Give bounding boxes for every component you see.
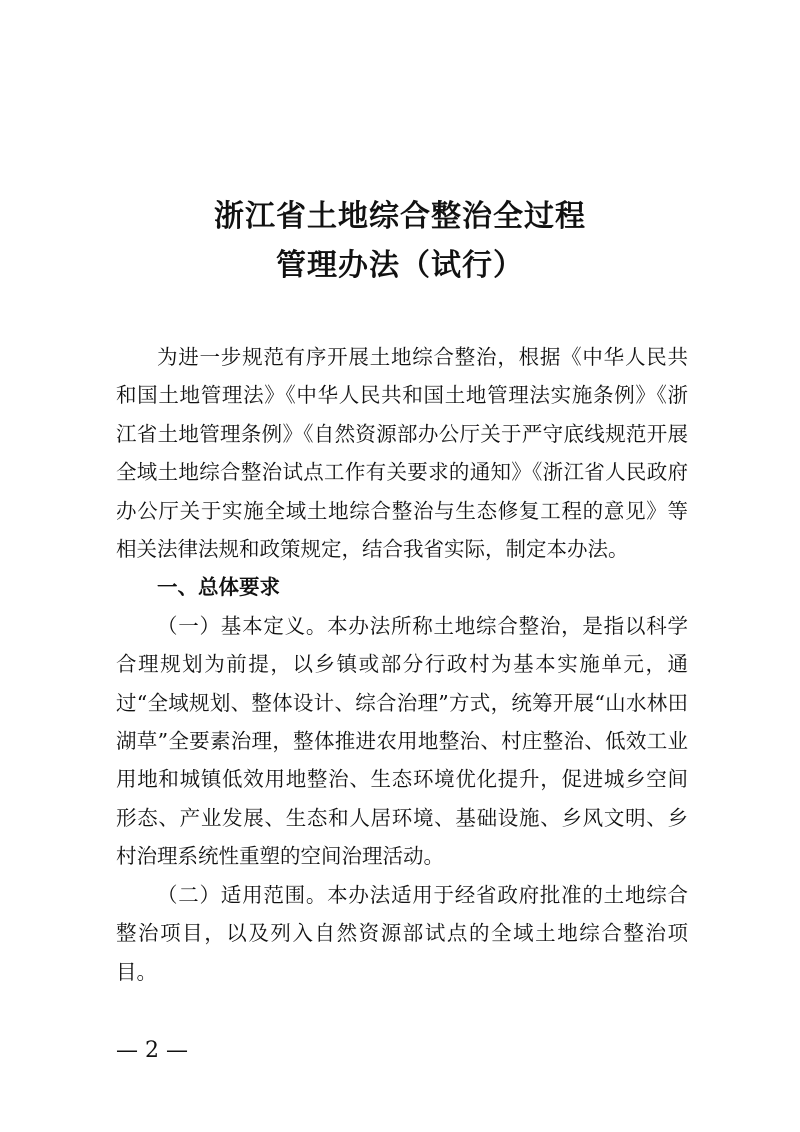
document-title-line2: 管理办法（试行）	[276, 248, 524, 283]
document-body	[116, 338, 688, 991]
item-scope: （二）适用范围。本办法适用于经省政府批准的土地综合整治项目，以及列入自然资源部试点的全域土地综合整治项目。	[116, 882, 688, 984]
preamble-paragraph: 为进一步规范有序开展土地综合整治，根据《中华人民共和国土地管理法》《中华人民共和国土地管理法实施条例》《浙江省土地管理条例》《自然资源部办公厅关于严守底线规范开展全域土地综合整治试点工作有关要求的通知》《浙江省人民政府办公厅关于实施全域土地综合整治与生态修复工程的意见》等相关法律法规和政策规定，结合我省实际，制定本办法。	[116, 345, 688, 562]
page-number: — 2 —	[116, 1038, 188, 1063]
section-heading-general-requirements: 一、总体要求	[157, 575, 280, 600]
document-title-line1: 浙江省土地综合整治全过程	[214, 199, 586, 234]
item-basic-definition: （一）基本定义。本办法所称土地综合整治，是指以科学合理规划为前提，以乡镇或部分行政村为基本实施单元，通过“全域规划、整体设计、综合治理”方式，统筹开展“山水林田湖草”全要素治理，整体推进农用地整治、村庄整治、低效工业用地和城镇低效用地整治、生态环境优化提升，促进城乡空间形态、产业发展、生态和人居环境、基础设施、乡风文明、乡村治理系统性重塑的空间治理活动。	[116, 613, 688, 869]
